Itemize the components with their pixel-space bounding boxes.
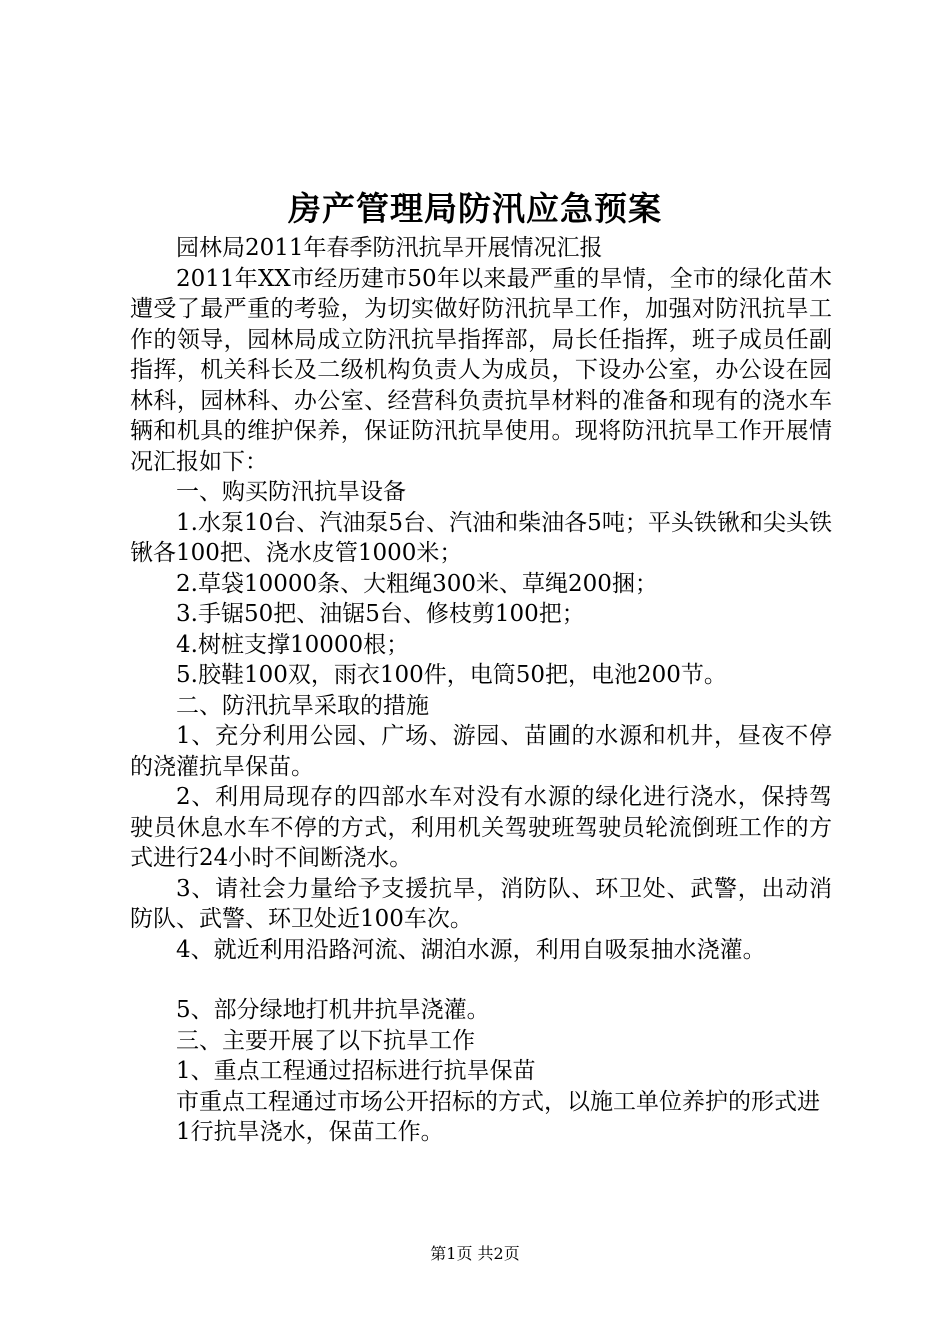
list-item: 4、就近利用沿路河流、湖泊水源，利用自吸泵抽水浇灌。 [176,936,766,963]
paragraph-text: 1行抗旱浇水，保苗工作。 [176,1119,444,1145]
list-item: 3.手锯50把、油锯5台、修枝剪100把； [176,601,585,627]
paragraph-report-heading: 园林局2011年春季防汛抗旱开展情况汇报 [176,235,603,261]
section-heading-equipment: 一、购买防汛抗旱设备 [176,479,406,505]
list-item: 2.草袋10000条、大粗绳300米、草绳200捆； [176,570,658,597]
list-item: 2、利用局现存的四部水车对没有水源的绿化进行浇水，保持驾驶员休息水车不停的方式，利用机关驾驶班驾驶员轮流倒班工作的方式进行24小时不间断浇水。 [130,784,832,871]
list-item: 4.树桩支撑10000根； [176,631,410,658]
document-body [130,233,832,1148]
paragraph-intro: 2011年XX市经历建市50年以来最严重的旱情，全市的绿化苗木遭受了最严重的考验，为切实做好防汛抗旱工作，加强对防汛抗旱工作的领导，园林局成立防汛抗旱指挥部，局长任指挥，班子成员任副指挥，机关科长及二级机构负责人为成员，下设办公室，办公设在园林科，园林科、办公室、经营科负责抗旱材料的准备和现有的浇水车辆和机具的维护保养，保证防汛抗旱使用。现将防汛抗旱工作开展情况汇报如下： [130,265,832,475]
section-heading-measures: 二、防汛抗旱采取的措施 [176,692,429,719]
document-title: 房产管理局防汛应急预案 [288,189,662,228]
list-item: 1.水泵10台、汽油泵5台、汽油和柴油各5吨；平头铁锹和尖头铁锹各100把、浇水皮管1000米； [130,509,832,566]
subsection-heading: 1、重点工程通过招标进行抗旱保苗 [176,1058,536,1084]
list-item: 1、充分利用公园、广场、游园、苗圃的水源和机井，昼夜不停的浇灌抗旱保苗。 [130,723,832,780]
list-item: 3、请社会力量给予支援抗旱，消防队、环卫处、武警，出动消防队、武警、环卫处近100车次。 [130,875,832,932]
section-heading-work: 三、主要开展了以下抗旱工作 [176,1027,475,1054]
list-item: 5、部分绿地打机井抗旱浇灌。 [176,997,490,1023]
page-number-footer: 第1页 共2页 [430,1244,520,1263]
paragraph-text: 市重点工程通过市场公开招标的方式，以施工单位养护的形式进 [176,1088,820,1115]
list-item: 5.胶鞋100双，雨衣100件，电筒50把，电池200节。 [176,662,727,688]
